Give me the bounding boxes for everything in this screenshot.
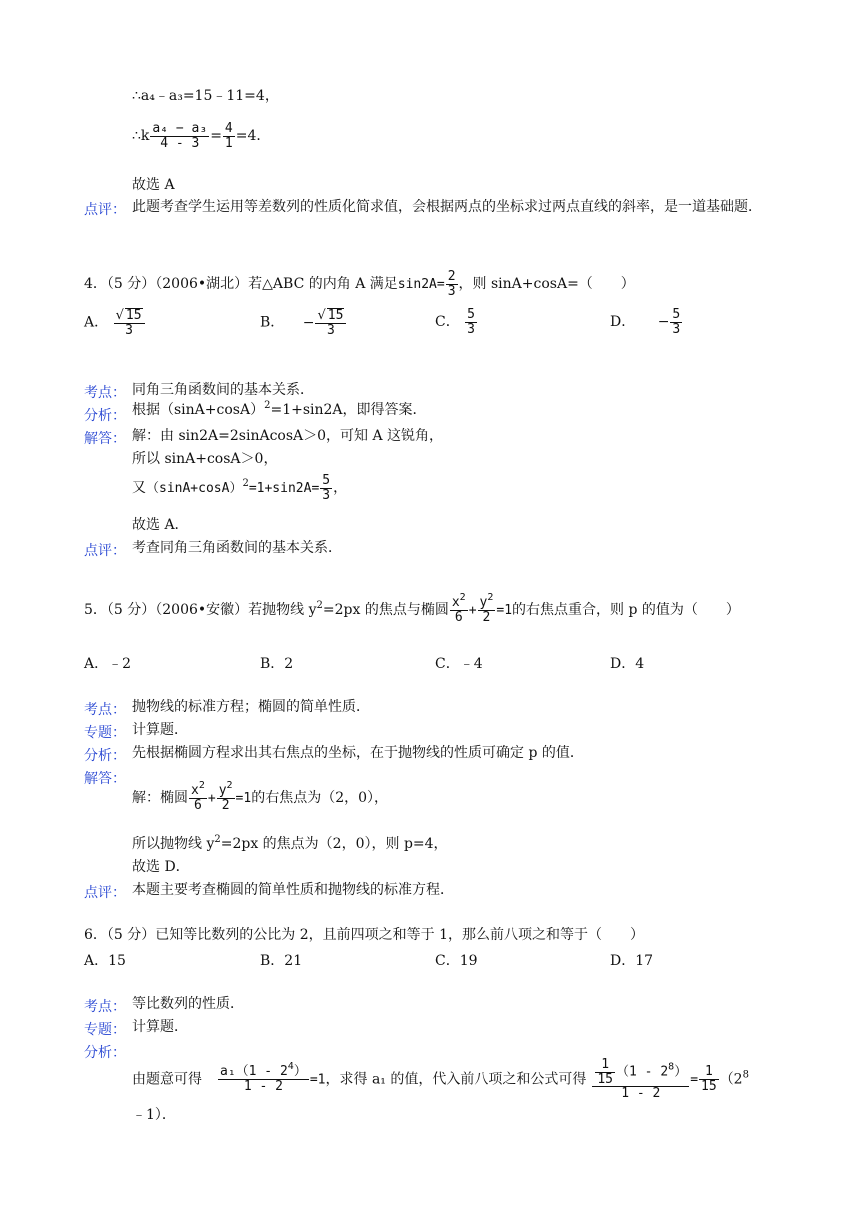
q4-option-c[interactable]: C． $\frac{5}{3}$ bbox=[435, 307, 475, 337]
q6-option-c[interactable]: C．19 bbox=[435, 953, 478, 969]
q5-choice: 故选 D． bbox=[132, 859, 190, 875]
q5-jieda-fraction-x2-6: $\frac{x^2}{6}$ bbox=[191, 780, 205, 813]
q4-option-a-fraction: $\frac{√ 15}{3}$ bbox=[114, 308, 145, 337]
q5-option-a[interactable]: A．﹣2 bbox=[84, 656, 132, 672]
q4-stem: 4．（5 分）（2006•湖北）若△ABC 的内角 A 满足sin2A= $\frac{2}{3}$ ，则 sinA+cosA=（ ） bbox=[84, 269, 635, 299]
q6-option-a[interactable]: A．15 bbox=[84, 953, 126, 969]
q6-kaodian-label: 考点： bbox=[84, 999, 126, 1015]
q5-option-d[interactable]: D．4 bbox=[610, 656, 645, 672]
q6-fenxi-continuation: ﹣1）． bbox=[132, 1107, 176, 1123]
q6-zhuanti-label: 专题： bbox=[84, 1022, 126, 1038]
q4-option-b-fraction: $\frac{√ 15}{3}$ bbox=[315, 308, 346, 337]
q4-comment-label: 点评： bbox=[84, 543, 126, 559]
q6-option-b[interactable]: B．21 bbox=[260, 953, 303, 969]
q4-option-c-fraction: $\frac{5}{3}$ bbox=[467, 307, 475, 337]
q4-option-a[interactable]: A． $\frac{√ 15}{3}$ bbox=[84, 308, 146, 337]
q3-step-a4-a3: ∴a₄﹣a₃=15﹣11=4， bbox=[132, 88, 279, 104]
q5-kaodian-text: 抛物线的标准方程；椭圆的简单性质． bbox=[132, 699, 370, 715]
q3-comment-text: 此题考查学生运用等差数列的性质化简求值，会根据两点的坐标求过两点直线的斜率，是一道基础题． bbox=[132, 199, 762, 215]
q4-jieda-line3: 又$(\sin A+\cos A)^2=1+\sin 2A=$ $\frac{5}{3}$ ， bbox=[132, 473, 348, 503]
q3-step-kpq: ∴k $\frac{\text{a₄ − a₃}}{4 - 3}$ = $\frac{4}{1}$ =4． bbox=[132, 121, 271, 151]
q3-choice: 故选 A bbox=[132, 177, 175, 193]
q4-fraction-5-over-3: $\frac{5}{3}$ bbox=[322, 473, 331, 503]
q5-comment-label: 点评： bbox=[84, 885, 126, 901]
q4-comment-text: 考查同角三角函数间的基本关系． bbox=[132, 540, 342, 556]
q5-fenxi-label: 分析： bbox=[84, 748, 126, 764]
q5-fraction-y2-2: $\frac{y^2}{2}$ bbox=[479, 592, 494, 625]
q5-stem: 5．（5 分）（2006•安徽）若抛物线 $y^2=2px$ 的焦点与椭圆 $\frac{x^2}{6}$ + $\frac{y^2}{2}$ =1的右焦点重合，则 p 的值为（ ） bbox=[84, 592, 740, 625]
q4-option-d[interactable]: D． − $\frac{5}{3}$ bbox=[610, 307, 681, 337]
q3-comment-label: 点评： bbox=[84, 202, 126, 218]
q5-fenxi-text: 先根据椭圆方程求出其右焦点的坐标，在于抛物线的性质可确定 p 的值． bbox=[132, 745, 584, 761]
q5-jieda-label: 解答： bbox=[84, 771, 126, 787]
q3-fraction-4-over-1: $\frac{4}{1}$ bbox=[224, 121, 233, 151]
q4-jieda-label: 解答： bbox=[84, 431, 126, 447]
q4-option-b[interactable]: B． − $\frac{√ 15}{3}$ bbox=[260, 308, 347, 337]
q5-jieda-line2: 所以抛物线 $y^2=2px$ 的焦点为（2，0），则 p=4， bbox=[132, 834, 448, 852]
q4-kaodian-label: 考点： bbox=[84, 385, 126, 401]
q6-fraction-1-15: $\frac{1}{15}$ bbox=[701, 1064, 717, 1094]
q6-fraction-1-15-inner: $\frac{1}{15}$ bbox=[597, 1057, 614, 1087]
q5-jieda-line1: 解：椭圆 $\frac{x^2}{6}$ + $\frac{y^2}{2}$ =1的右焦点为（2，0）， bbox=[132, 780, 389, 813]
q6-zhuanti-text: 计算题． bbox=[132, 1019, 188, 1035]
q4-fenxi-text: 根据$(\sin A+\cos A)^2=1+\sin 2A$，即得答案． bbox=[132, 400, 427, 418]
q5-option-c[interactable]: C．﹣4 bbox=[435, 656, 483, 672]
q6-fraction-a1: $\frac{a_1(1 - 2^4)}{1 - 2}$ bbox=[220, 1061, 307, 1094]
q4-jieda-line1: 解：由 sin2A=2sinAcosA＞0，可知 A 这锐角， bbox=[132, 428, 444, 444]
q4-choice: 故选 A． bbox=[132, 517, 189, 533]
q5-zhuanti-text: 计算题． bbox=[132, 722, 188, 738]
q6-fenxi-label: 分析： bbox=[84, 1045, 126, 1061]
q4-kaodian-text: 同角三角函数间的基本关系． bbox=[132, 382, 314, 398]
q6-fenxi-line: 由题意可得 $\frac{a_1(1 - 2^4)}{1 - 2}$ =1，求得 a₁ 的值，代入前八项之和公式可得 $\frac{1}{15}$ $(1 - 2^8)$ 1 - 2 = $\frac{1}{15}$ （$2^8$ bbox=[132, 1057, 749, 1102]
q5-zhuanti-label: 专题： bbox=[84, 725, 126, 741]
q5-fraction-x2-6: $\frac{x^2}{6}$ bbox=[451, 592, 466, 625]
q3-fraction-kpq: $\frac{\text{a₄ − a₃}}{4 - 3}$ bbox=[152, 121, 208, 151]
q6-kaodian-text: 等比数列的性质． bbox=[132, 996, 244, 1012]
q4-fenxi-label: 分析： bbox=[84, 408, 126, 424]
q5-comment-text: 本题主要考查椭圆的简单性质和抛物线的标准方程． bbox=[132, 882, 454, 898]
q4-jieda-line2: 所以 sinA+cosA＞0， bbox=[132, 451, 278, 467]
q6-fraction-sum8: $\frac{1}{15}$ $(1 - 2^8)$ 1 - 2 bbox=[592, 1058, 689, 1101]
q6-stem: 6．（5 分）已知等比数列的公比为 2，且前四项之和等于 1，那么前八项之和等于（ ） bbox=[84, 927, 644, 943]
q5-kaodian-label: 考点： bbox=[84, 702, 126, 718]
q5-jieda-fraction-y2-2: $\frac{y^2}{2}$ bbox=[218, 780, 233, 813]
q4-option-d-fraction: $\frac{5}{3}$ bbox=[672, 307, 681, 337]
q6-option-d[interactable]: D．17 bbox=[610, 953, 654, 969]
q5-option-b[interactable]: B．2 bbox=[260, 656, 294, 672]
q4-fraction-2-over-3: $\frac{2}{3}$ bbox=[447, 269, 456, 299]
